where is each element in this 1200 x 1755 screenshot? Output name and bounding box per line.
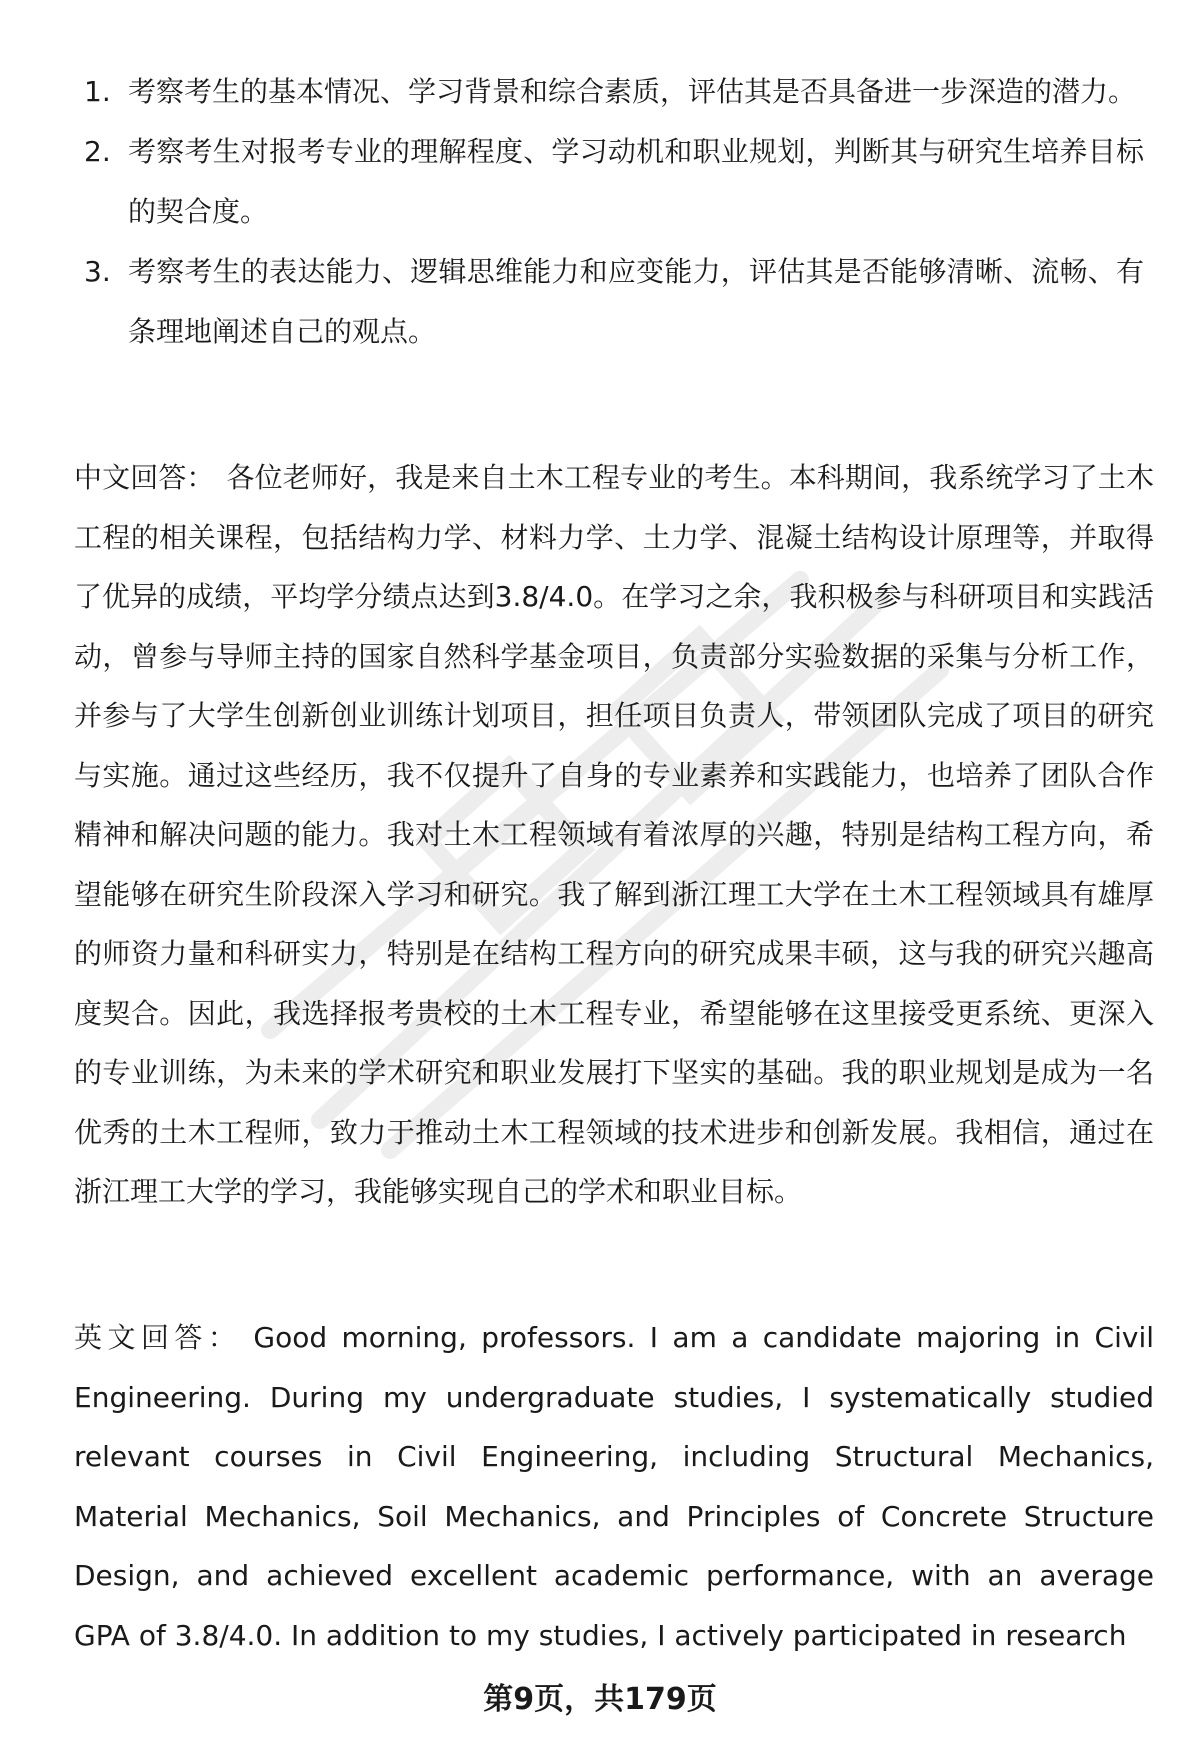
page-number: 第9页，共179页 (483, 1682, 717, 1717)
criteria-number: 3. (84, 255, 111, 288)
criteria-item (84, 122, 1144, 242)
criteria-number: 1. (84, 75, 111, 108)
chinese-answer-text: 各位老师好，我是来自土木工程专业的考生。本科期间，我系统学习了土木工程的相关课程，包括结构力学、材料力学、土力学、混凝土结构设计原理等，并取得了优异的成绩，平均学分绩点达到3.8/4.0。在学习之余，我积极参与科研项目和实践活动，曾参与导师主持的国家自然科学基金项目，负责部分实验数据的采集与分析工作，并参与了大学生创新创业训练计划项目，担任项目负责人，带领团队完成了项目的研究与实施。通过这些经历，我不仅提升了自身的专业素养和实践能力，也培养了团队合作精神和解决问题的能力。我对土木工程领域有着浓厚的兴趣，特别是结构工程方向，希望能够在研究生阶段深入学习和研究。我了解到浙江理工大学在土木工程领域具有雄厚的师资力量和科研实力，特别是在结构工程方向的研究成果丰硕，这与我的研究兴趣高度契合。因此，我选择报考贵校的土木工程专业，希望能够在这里接受更系统、更深入的专业训练，为未来的学术研究和职业发展打下坚实的基础。我的职业规划是成为一名优秀的土木工程师，致力于推动土木工程领域的技术进步和创新发展。我相信，通过在浙江理工大学的学习，我能够实现自己的学术和职业目标。 (74, 461, 1154, 1208)
chinese-answer-label: 中文回答： (74, 461, 215, 494)
criteria-item (84, 62, 1144, 122)
chinese-answer (74, 448, 1154, 1222)
criteria-text: 考察考生的基本情况、学习背景和综合素质，评估其是否具备进一步深造的潜力。 (128, 75, 1137, 108)
criteria-item (84, 242, 1144, 362)
criteria-number: 2. (84, 135, 111, 168)
english-answer (74, 1308, 1154, 1665)
english-answer-text: Good morning, professors. I am a candidate majoring in Civil Engineering. During my undergraduate studies, I systematically studied relevant courses in Civil Engineering, including Structural Mechanics, Material Mechanics, Soil Mechanics, and Principles of Concrete Structure Design, and achieved excellent academic performance, with an average GPA of 3.8/4.0. In addition to my studies, I actively participated in research (74, 1321, 1154, 1652)
criteria-text: 考察考生的表达能力、逻辑思维能力和应变能力，评估其是否能够清晰、流畅、有条理地阐述自己的观点。 (128, 255, 1144, 348)
english-answer-label: 英文回答： (74, 1321, 242, 1354)
criteria-text: 考察考生对报考专业的理解程度、学习动机和职业规划，判断其与研究生培养目标的契合度。 (128, 135, 1144, 228)
evaluation-criteria-list (84, 62, 1144, 362)
